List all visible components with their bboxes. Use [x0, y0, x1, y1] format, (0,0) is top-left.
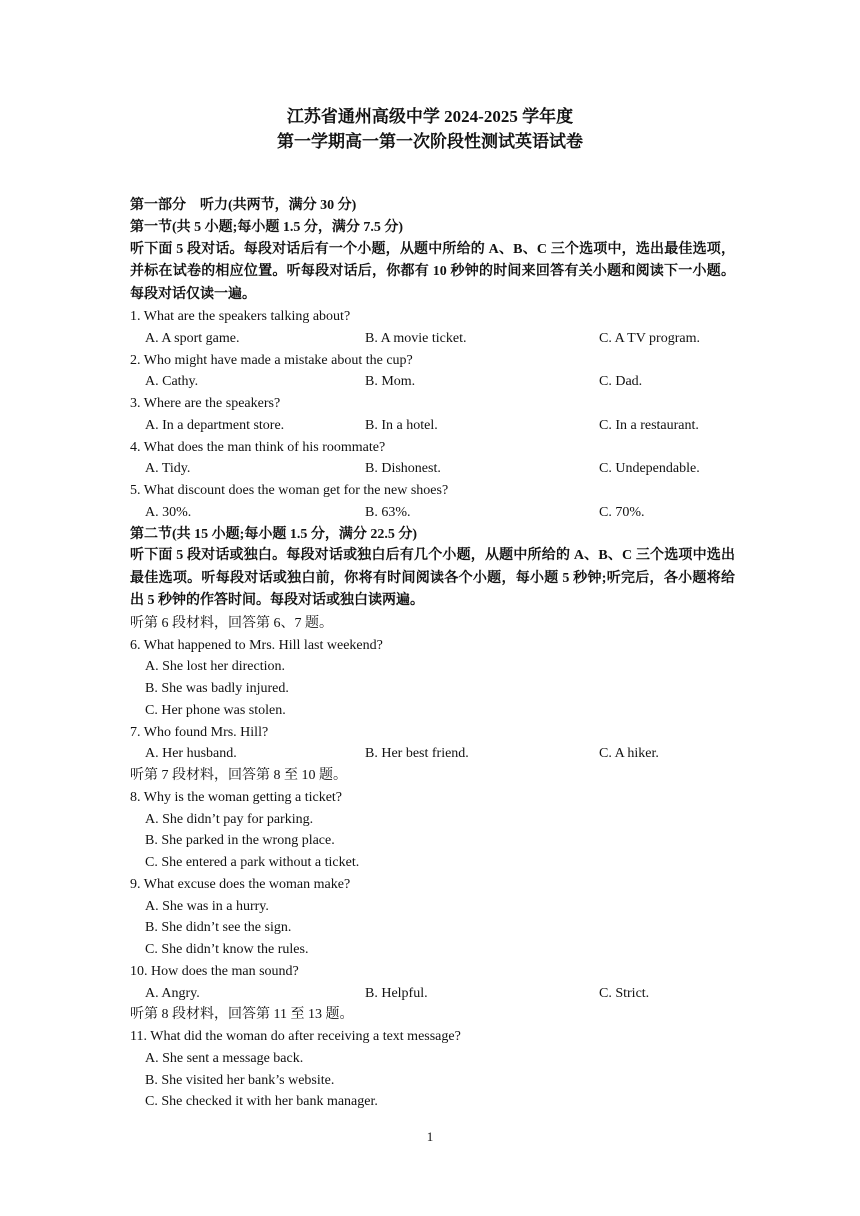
- exam-content: [130, 195, 735, 1113]
- material-6-note: 听第 6 段材料，回答第 6、7 题。: [130, 615, 333, 631]
- question-3-options: [130, 415, 735, 437]
- question-8-option-b: B. She parked in the wrong place.: [145, 833, 335, 849]
- option-b: B. A movie ticket.: [365, 330, 467, 346]
- option-c: C. Undependable.: [599, 461, 700, 477]
- question-2: 2. Who might have made a mistake about the cup?: [130, 352, 413, 368]
- question-6-option-b: B. She was badly injured.: [145, 681, 289, 696]
- question-8-option-a: A. She didn’t pay for parking.: [145, 811, 314, 827]
- section1-heading: 第一节(共 5 小题;每小题 1.5 分，满分 7.5 分): [130, 219, 403, 235]
- exam-title-line1: 江苏省通州高级中学 2024-2025 学年度: [286, 107, 574, 126]
- option-a: A. Cathy.: [145, 374, 199, 390]
- option-c: C. Strict.: [599, 985, 650, 1001]
- material-7-note: 听第 7 段材料，回答第 8 至 10 题。: [130, 768, 347, 783]
- option-a: A. In a department store.: [145, 417, 285, 433]
- section2-instructions: 听下面 5 段对话或独白。每段对话或独白后有几个小题，从题中所给的 A、B、C 三个选项中选出最佳选项。听每段对话或独白前，你将有时间阅读各个小题，每小题 5 秒钟;听完后，各小题将给出 5 秒钟的作答时间。每段对话或独白读两遍。: [130, 548, 735, 609]
- option-a: A. Her husband.: [145, 746, 237, 762]
- option-a: A. Angry.: [145, 985, 200, 1001]
- question-9-option-c: C. She didn’t know the rules.: [145, 942, 309, 957]
- option-a: A. A sport game.: [145, 330, 240, 346]
- question-8-option-c: C. She entered a park without a ticket.: [145, 855, 360, 870]
- question-1: 1. What are the speakers talking about?: [130, 309, 351, 324]
- question-1-options: [130, 328, 735, 350]
- question-11-option-c: C. She checked it with her bank manager.: [145, 1094, 378, 1110]
- section2-heading: 第二节(共 15 小题;每小题 1.5 分，满分 22.5 分): [130, 526, 417, 542]
- question-10-options: [130, 983, 735, 1005]
- question-9-option-a: A. She was in a hurry.: [145, 898, 269, 914]
- option-b: B. Helpful.: [365, 985, 428, 1001]
- part1-heading: 第一部分 听力(共两节，满分 30 分): [130, 198, 357, 213]
- option-a: A. Tidy.: [145, 461, 191, 477]
- section1-instructions: 听下面 5 段对话。每段对话后有一个小题，从题中所给的 A、B、C 三个选项中，选出最佳选项，并标在试卷的相应位置。听每段对话后，你都有 10 秒钟的时间来回答有关小题和阅读下一小题。每段对话仅读一遍。: [130, 241, 735, 302]
- question-5-options: [130, 502, 735, 524]
- question-9-option-b: B. She didn’t see the sign.: [145, 920, 292, 936]
- option-b: B. In a hotel.: [365, 417, 438, 433]
- option-b: B. 63%.: [365, 504, 411, 520]
- option-c: C. 70%.: [599, 504, 645, 520]
- option-b: B. Dishonest.: [365, 461, 441, 477]
- option-b: B. Her best friend.: [365, 746, 469, 762]
- question-6-option-a: A. She lost her direction.: [145, 659, 285, 675]
- question-11-option-a: A. She sent a message back.: [145, 1050, 304, 1066]
- question-7: 7. Who found Mrs. Hill?: [130, 724, 269, 740]
- page-number: 1: [426, 1129, 434, 1144]
- option-c: C. A hiker.: [599, 746, 659, 762]
- question-3: 3. Where are the speakers?: [130, 396, 281, 411]
- material-8-note: 听第 8 段材料，回答第 11 至 13 题。: [130, 1007, 354, 1023]
- question-2-options: [130, 371, 735, 393]
- exam-title-line2: 第一学期高一第一次阶段性测试英语试卷: [277, 132, 583, 151]
- question-10: 10. How does the man sound?: [130, 963, 299, 979]
- option-a: A. 30%.: [145, 504, 192, 520]
- option-c: C. In a restaurant.: [599, 417, 699, 433]
- question-6: 6. What happened to Mrs. Hill last weekend?: [130, 637, 383, 653]
- option-b: B. Mom.: [365, 374, 416, 390]
- question-4-options: [130, 458, 735, 480]
- question-5: 5. What discount does the woman get for the new shoes?: [130, 483, 449, 498]
- question-6-option-c: C. Her phone was stolen.: [145, 702, 286, 718]
- option-c: C. A TV program.: [599, 330, 700, 346]
- option-c: C. Dad.: [599, 374, 643, 390]
- question-9: 9. What excuse does the woman make?: [130, 876, 351, 892]
- question-11-option-b: B. She visited her bank’s website.: [145, 1072, 335, 1088]
- question-4: 4. What does the man think of his roommate?: [130, 439, 386, 455]
- question-11: 11. What did the woman do after receiving a text message?: [130, 1029, 461, 1044]
- question-7-options: [130, 743, 735, 765]
- question-8: 8. Why is the woman getting a ticket?: [130, 789, 343, 805]
